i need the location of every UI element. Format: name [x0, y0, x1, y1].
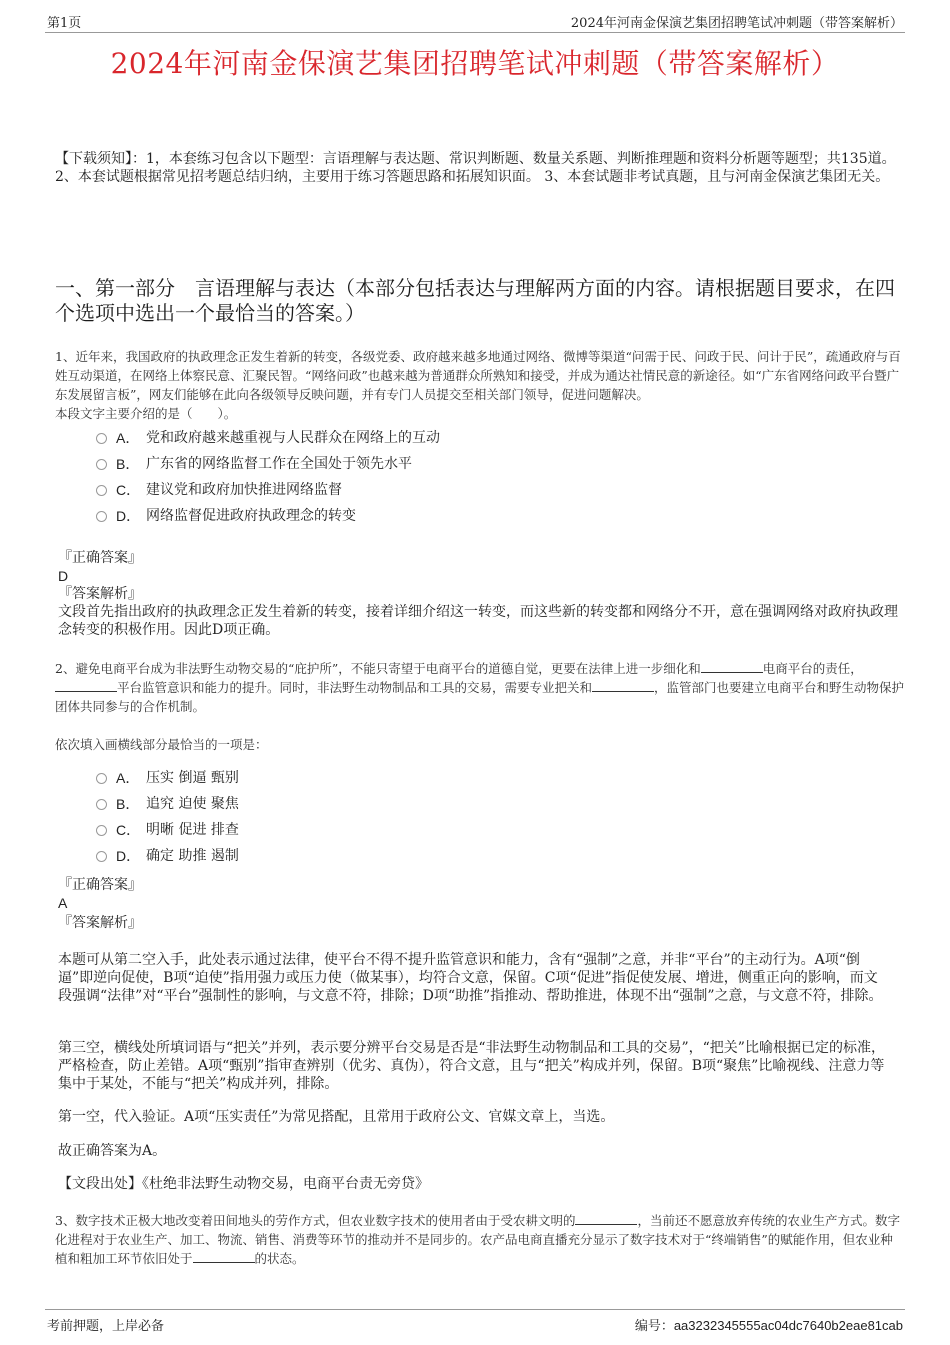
header-divider [45, 32, 905, 33]
analysis-paragraph-1: 本题可从第二空入手，此处表示通过法律，使平台不得不提升监管意识和能力，含有“强制”之意，并非“平台”的主动行为。A项“倒逼”即逆向促使，B项“迫使”指用强力或压力使（做某事），均符合文意，保留。C项“促进”指促使发展、增进，侧重正向的影响，而文段强调“法律”对“平台”强制性的影响，与文意不符，排除；D项“助推”指推动、帮助推进，体现不出“强制”之意，与文意不符，排除。 [58, 952, 883, 1004]
fill-blank [575, 1212, 637, 1225]
analysis-paragraph-2: 第三空，横线处所填词语与“把关”并列，表示要分辨平台交易是否是“非法野生动物制品和工具的交易”，“把关”比喻根据已定的标准，严格检查，防止差错。A项“甄别”指审查辨别（优劣、真伪），符合文意，且与“把关”构成并列，保留。B项“聚焦”比喻视线、注意力等集中于某处，不能与“把关”构成并列，排除。 [58, 1040, 885, 1092]
radio-icon[interactable] [96, 799, 107, 810]
option-b[interactable]: B． 追究 迫使 聚焦 [96, 791, 239, 817]
radio-icon[interactable] [96, 511, 107, 522]
page-number: 第1页 [47, 16, 82, 31]
radio-icon[interactable] [96, 825, 107, 836]
option-d[interactable]: D． 网络监督促进政府执政理念的转变 [96, 503, 440, 529]
option-a[interactable]: A． 压实 倒逼 甄别 [96, 765, 239, 791]
option-d[interactable]: D． 确定 助推 遏制 [96, 843, 239, 869]
fill-blank [701, 660, 763, 673]
analysis-label: 『答案解析』 [58, 586, 142, 602]
fill-blank [193, 1250, 255, 1263]
analysis-text: 文段首先指出政府的执政理念正发生着新的转变，接着详细介绍这一转变，而这些新的转变都和网络分不开，意在强调网络对政府执政理念转变的积极作用。因此D项正确。 [58, 604, 898, 638]
radio-icon[interactable] [96, 459, 107, 470]
footer-slogan: 考前押题，上岸必备 [47, 1319, 165, 1334]
analysis-label: 『答案解析』 [58, 915, 142, 931]
question-1-text: 1、近年来，我国政府的执政理念正发生着新的转变，各级党委、政府越来越多地通过网络、微博等渠道“问需于民、问政于民、问计于民”，疏通政府与百姓互动渠道，在网络上体察民意、汇聚民智。“网络问政”也越来越为普通群众所熟知和接受，并成为通达社情民意的新途径。如“广东省网络问政平台暨广东发展留言板”，网友们能够在此向各级领导反映问题，并有专门人员提交至相关部门领导，促进问题解决。 [55, 349, 901, 402]
radio-icon[interactable] [96, 433, 107, 444]
radio-icon[interactable] [96, 851, 107, 862]
option-c[interactable]: C． 建议党和政府加快推进网络监督 [96, 477, 440, 503]
question-2-prompt: 依次填入画横线部分最恰当的一项是： [55, 737, 268, 752]
answer-label: 『正确答案』 [58, 877, 142, 893]
document-id: 编号：aa3232345555ac04dc7640b2eae81cab [634, 1318, 903, 1333]
answer-label: 『正确答案』 [58, 550, 142, 566]
footer-divider [45, 1309, 905, 1310]
question-3-stem: 3、数字技术正极大地改变着田间地头的劳作方式，但农业数字技术的使用者由于受农耕文明的 ，当前还不愿意放弃传统的农业生产方式。数字化进程对于农业生产、加工、物流、销售、消费等环节的推动并不是同步的。农产品电商直播充分显示了数字技术对于“终端销售”的赋能作用，但农业种植和粗加工环节依旧处于 的状态。 [55, 1213, 900, 1266]
question-2-stem: 2、避免电商平台成为非法野生动物交易的“庇护所”，不能只寄望于电商平台的道德自觉，更要在法律上进一步细化和 电商平台的责任，平台监管意识和能力的提升。同时，非法野生动物制品和工具的交易，需要专业把关和 ，监管部门也要建立电商平台和野生动物保护团体共同参与的合作机制。 [55, 661, 905, 714]
radio-icon[interactable] [96, 773, 107, 784]
document-title: 2024年河南金保演艺集团招聘笔试冲刺题（带答案解析） [110, 47, 840, 80]
running-title: 2024年河南金保演艺集团招聘笔试冲刺题（带答案解析） [570, 16, 903, 31]
fill-blank [592, 679, 654, 692]
correct-answer: A [58, 895, 68, 911]
question-2-answer-block [58, 876, 898, 932]
option-a[interactable]: A． 党和政府越来越重视与人民群众在网络上的互动 [96, 425, 440, 451]
question-1-options [96, 425, 440, 529]
question-1-stem [55, 347, 905, 423]
source-citation: 【文段出处】《杜绝非法野生动物交易，电商平台责无旁贷》 [58, 1176, 429, 1192]
analysis-paragraph-4: 故正确答案为A。 [58, 1143, 167, 1159]
download-notice: 【下载须知】：1，本套练习包含以下题型：言语理解与表达题、常识判断题、数量关系题、判断推理题和资料分析题等题型；共135道。 2、本套试题根据常见招考题总结归纳，主要用于练习答题思路和拓展知识面。 3、本套试题非考试真题，且与河南金保演艺集团无关。 [55, 151, 896, 185]
radio-icon[interactable] [96, 485, 107, 496]
question-2-options [96, 765, 239, 869]
option-c[interactable]: C． 明晰 促进 排查 [96, 817, 239, 843]
section-heading: 一、第一部分 言语理解与表达（本部分包括表达与理解两方面的内容。请根据题目要求，在四个选项中选出一个最恰当的答案。） [55, 276, 895, 325]
question-1-prompt: 本段文字主要介绍的是（ ）。 [55, 406, 237, 421]
option-b[interactable]: B． 广东省的网络监督工作在全国处于领先水平 [96, 451, 440, 477]
question-1-answer-block [58, 549, 898, 639]
analysis-paragraph-3: 第一空，代入验证。A项“压实责任”为常见搭配，且常用于政府公文、官媒文章上，当选。 [58, 1109, 615, 1125]
fill-blank [55, 679, 117, 692]
correct-answer: D [58, 568, 69, 584]
